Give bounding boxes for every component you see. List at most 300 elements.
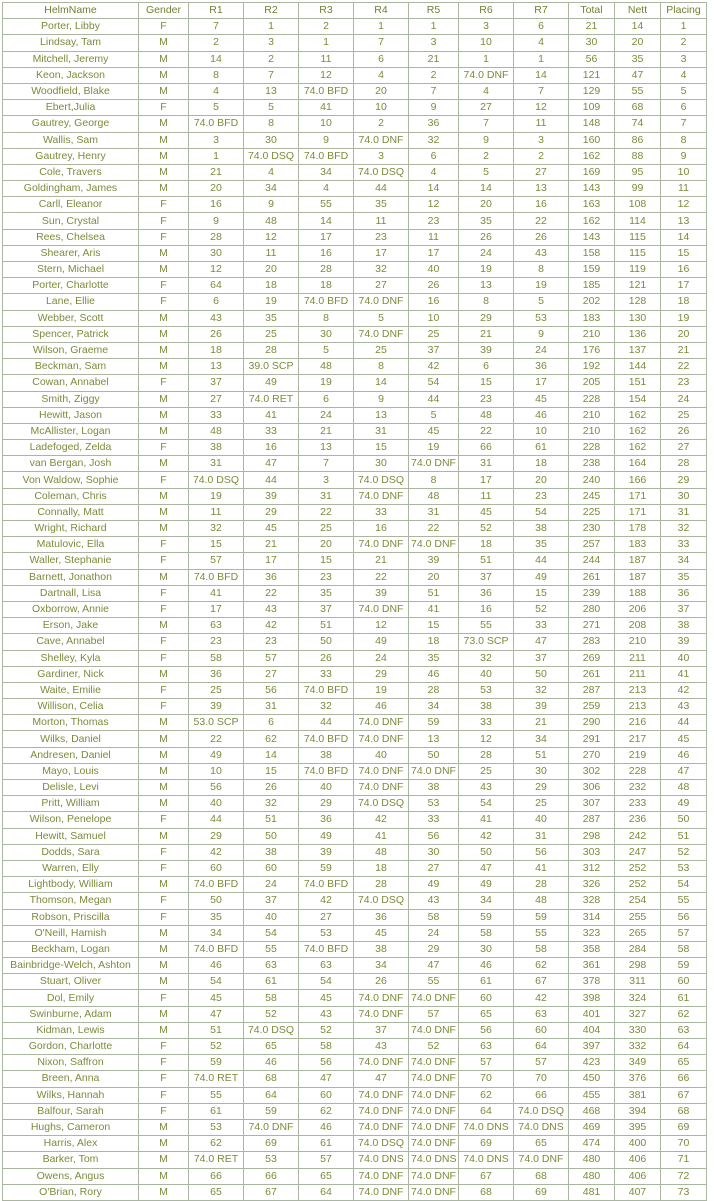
cell-r7: 34 <box>514 731 569 747</box>
cell-nett: 332 <box>615 1039 661 1055</box>
cell-gender: M <box>139 164 189 180</box>
cell-r2: 7 <box>244 67 299 83</box>
cell-r2: 52 <box>244 1006 299 1022</box>
cell-r2: 33 <box>244 423 299 439</box>
cell-r3: 40 <box>299 780 354 796</box>
cell-r5: 13 <box>409 731 459 747</box>
cell-total: 192 <box>569 359 615 375</box>
cell-r2: 35 <box>244 310 299 326</box>
cell-r1: 12 <box>189 262 244 278</box>
cell-r2: 6 <box>244 715 299 731</box>
cell-helm-name: Shelley, Kyla <box>3 650 139 666</box>
cell-r1: 25 <box>189 682 244 698</box>
cell-r2: 74.0 DNF <box>244 1119 299 1135</box>
cell-r5: 5 <box>409 407 459 423</box>
cell-r5: 20 <box>409 569 459 585</box>
cell-r6: 30 <box>459 941 514 957</box>
cell-r3: 13 <box>299 440 354 456</box>
cell-r4: 74.0 DNF <box>354 537 409 553</box>
cell-placing: 65 <box>661 1055 707 1071</box>
cell-r6: 54 <box>459 796 514 812</box>
cell-r6: 73.0 SCP <box>459 634 514 650</box>
cell-r7: 55 <box>514 925 569 941</box>
cell-nett: 171 <box>615 488 661 504</box>
cell-gender: M <box>139 763 189 779</box>
cell-r6: 64 <box>459 1103 514 1119</box>
cell-gender: M <box>139 1006 189 1022</box>
cell-r5: 4 <box>409 164 459 180</box>
cell-r5: 34 <box>409 699 459 715</box>
cell-helm-name: Erson, Jake <box>3 618 139 634</box>
cell-r5: 50 <box>409 747 459 763</box>
cell-r6: 10 <box>459 35 514 51</box>
cell-r5: 41 <box>409 601 459 617</box>
cell-placing: 5 <box>661 83 707 99</box>
table-row <box>3 1103 707 1119</box>
cell-r1: 59 <box>189 1055 244 1071</box>
cell-r7: 45 <box>514 391 569 407</box>
cell-r6: 65 <box>459 1006 514 1022</box>
cell-nett: 88 <box>615 148 661 164</box>
cell-r3: 58 <box>299 1039 354 1055</box>
cell-r1: 52 <box>189 1039 244 1055</box>
cell-r5: 74.0 DNS <box>409 1152 459 1168</box>
cell-r4: 31 <box>354 423 409 439</box>
cell-r5: 25 <box>409 326 459 342</box>
cell-nett: 171 <box>615 504 661 520</box>
cell-r4: 38 <box>354 941 409 957</box>
cell-placing: 24 <box>661 391 707 407</box>
cell-r5: 3 <box>409 35 459 51</box>
cell-r3: 74.0 BFD <box>299 941 354 957</box>
table-row <box>3 585 707 601</box>
cell-r1: 54 <box>189 974 244 990</box>
cell-r1: 33 <box>189 407 244 423</box>
cell-placing: 25 <box>661 407 707 423</box>
cell-gender: M <box>139 958 189 974</box>
cell-r7: 28 <box>514 877 569 893</box>
cell-gender: F <box>139 812 189 828</box>
cell-r4: 3 <box>354 148 409 164</box>
cell-r6: 48 <box>459 407 514 423</box>
cell-r4: 20 <box>354 83 409 99</box>
cell-nett: 128 <box>615 294 661 310</box>
cell-gender: M <box>139 35 189 51</box>
cell-r4: 19 <box>354 682 409 698</box>
cell-r1: 74.0 BFD <box>189 941 244 957</box>
table-row <box>3 731 707 747</box>
cell-r1: 74.0 BFD <box>189 569 244 585</box>
cell-r4: 74.0 DNF <box>354 1119 409 1135</box>
cell-r1: 46 <box>189 958 244 974</box>
cell-r6: 45 <box>459 504 514 520</box>
cell-r4: 74.0 DNF <box>354 1006 409 1022</box>
cell-total: 230 <box>569 521 615 537</box>
cell-helm-name: Dol, Emily <box>3 990 139 1006</box>
cell-r1: 53 <box>189 1119 244 1135</box>
column-header-r4: R4 <box>354 3 409 19</box>
cell-r6: 59 <box>459 909 514 925</box>
cell-nett: 115 <box>615 229 661 245</box>
cell-r4: 9 <box>354 391 409 407</box>
cell-nett: 400 <box>615 1136 661 1152</box>
cell-r3: 74.0 BFD <box>299 731 354 747</box>
cell-placing: 69 <box>661 1119 707 1135</box>
cell-r1: 29 <box>189 828 244 844</box>
cell-r3: 31 <box>299 488 354 504</box>
cell-r1: 20 <box>189 181 244 197</box>
cell-helm-name: Carll, Eleanor <box>3 197 139 213</box>
cell-total: 240 <box>569 472 615 488</box>
cell-helm-name: Keon, Jackson <box>3 67 139 83</box>
column-header-r6: R6 <box>459 3 514 19</box>
cell-r1: 14 <box>189 51 244 67</box>
table-row <box>3 618 707 634</box>
cell-r5: 53 <box>409 796 459 812</box>
cell-nett: 183 <box>615 537 661 553</box>
cell-r5: 10 <box>409 310 459 326</box>
cell-r4: 43 <box>354 1039 409 1055</box>
cell-placing: 43 <box>661 699 707 715</box>
cell-placing: 20 <box>661 326 707 342</box>
cell-gender: M <box>139 941 189 957</box>
results-table <box>2 2 707 1201</box>
cell-r1: 16 <box>189 197 244 213</box>
cell-placing: 66 <box>661 1071 707 1087</box>
cell-total: 326 <box>569 877 615 893</box>
cell-r3: 60 <box>299 1087 354 1103</box>
cell-r1: 22 <box>189 731 244 747</box>
cell-placing: 30 <box>661 488 707 504</box>
cell-placing: 46 <box>661 747 707 763</box>
table-row <box>3 1168 707 1184</box>
cell-r4: 39 <box>354 585 409 601</box>
cell-r3: 10 <box>299 116 354 132</box>
cell-r4: 11 <box>354 213 409 229</box>
cell-r1: 27 <box>189 391 244 407</box>
cell-r5: 19 <box>409 440 459 456</box>
cell-r3: 63 <box>299 958 354 974</box>
cell-r7: 3 <box>514 132 569 148</box>
cell-r5: 9 <box>409 100 459 116</box>
cell-helm-name: Wilson, Penelope <box>3 812 139 828</box>
cell-gender: F <box>139 100 189 116</box>
cell-gender: M <box>139 181 189 197</box>
cell-placing: 56 <box>661 909 707 925</box>
cell-r2: 40 <box>244 909 299 925</box>
cell-r7: 67 <box>514 974 569 990</box>
cell-r1: 58 <box>189 650 244 666</box>
cell-helm-name: Andresen, Daniel <box>3 747 139 763</box>
cell-nett: 187 <box>615 569 661 585</box>
cell-gender: M <box>139 1152 189 1168</box>
cell-r5: 74.0 DNF <box>409 1136 459 1152</box>
cell-placing: 27 <box>661 440 707 456</box>
cell-r2: 34 <box>244 181 299 197</box>
cell-nett: 395 <box>615 1119 661 1135</box>
cell-r7: 41 <box>514 860 569 876</box>
cell-r2: 11 <box>244 245 299 261</box>
cell-r5: 74.0 DNF <box>409 456 459 472</box>
cell-r5: 18 <box>409 634 459 650</box>
cell-r2: 49 <box>244 375 299 391</box>
cell-placing: 50 <box>661 812 707 828</box>
cell-r7: 18 <box>514 456 569 472</box>
cell-r6: 49 <box>459 877 514 893</box>
cell-helm-name: Dodds, Sara <box>3 844 139 860</box>
cell-r7: 10 <box>514 423 569 439</box>
cell-r5: 29 <box>409 941 459 957</box>
cell-helm-name: Dartnall, Lisa <box>3 585 139 601</box>
cell-total: 328 <box>569 893 615 909</box>
cell-helm-name: Morton, Thomas <box>3 715 139 731</box>
cell-r4: 29 <box>354 666 409 682</box>
cell-r3: 74.0 BFD <box>299 682 354 698</box>
column-header-helm-name: HelmName <box>3 3 139 19</box>
cell-helm-name: Stuart, Oliver <box>3 974 139 990</box>
table-row <box>3 407 707 423</box>
cell-gender: F <box>139 860 189 876</box>
cell-total: 162 <box>569 213 615 229</box>
cell-r7: 23 <box>514 488 569 504</box>
cell-r3: 8 <box>299 310 354 326</box>
cell-placing: 13 <box>661 213 707 229</box>
cell-r7: 8 <box>514 262 569 278</box>
cell-r6: 56 <box>459 1022 514 1038</box>
cell-gender: F <box>139 375 189 391</box>
cell-r7: 42 <box>514 990 569 1006</box>
cell-r7: 62 <box>514 958 569 974</box>
cell-r4: 74.0 DNF <box>354 1055 409 1071</box>
cell-r7: 27 <box>514 164 569 180</box>
cell-r2: 12 <box>244 229 299 245</box>
cell-placing: 51 <box>661 828 707 844</box>
cell-r3: 15 <box>299 553 354 569</box>
cell-r2: 16 <box>244 440 299 456</box>
table-body <box>3 19 707 1201</box>
cell-r4: 35 <box>354 197 409 213</box>
cell-r6: 25 <box>459 763 514 779</box>
cell-r3: 11 <box>299 51 354 67</box>
cell-r4: 45 <box>354 925 409 941</box>
cell-r6: 19 <box>459 262 514 278</box>
column-header-r3: R3 <box>299 3 354 19</box>
cell-r2: 39.0 SCP <box>244 359 299 375</box>
cell-placing: 26 <box>661 423 707 439</box>
cell-r7: 12 <box>514 100 569 116</box>
cell-helm-name: Lightbody, William <box>3 877 139 893</box>
cell-r2: 9 <box>244 197 299 213</box>
cell-r2: 50 <box>244 828 299 844</box>
cell-nett: 211 <box>615 666 661 682</box>
cell-r5: 58 <box>409 909 459 925</box>
cell-r3: 48 <box>299 359 354 375</box>
column-header-nett: Nett <box>615 3 661 19</box>
cell-placing: 3 <box>661 51 707 67</box>
cell-total: 480 <box>569 1152 615 1168</box>
cell-helm-name: Ladefoged, Zelda <box>3 440 139 456</box>
table-row <box>3 974 707 990</box>
cell-r2: 42 <box>244 618 299 634</box>
cell-total: 323 <box>569 925 615 941</box>
cell-helm-name: Gardiner, Nick <box>3 666 139 682</box>
cell-placing: 34 <box>661 553 707 569</box>
table-row <box>3 958 707 974</box>
cell-nett: 265 <box>615 925 661 941</box>
cell-helm-name: Robson, Priscilla <box>3 909 139 925</box>
cell-r7: 47 <box>514 634 569 650</box>
cell-r4: 13 <box>354 407 409 423</box>
cell-r4: 74.0 DSQ <box>354 164 409 180</box>
cell-helm-name: Wilks, Daniel <box>3 731 139 747</box>
table-row <box>3 391 707 407</box>
cell-nett: 213 <box>615 699 661 715</box>
cell-gender: F <box>139 1039 189 1055</box>
cell-r4: 74.0 DNF <box>354 1103 409 1119</box>
cell-r3: 3 <box>299 472 354 488</box>
table-row <box>3 666 707 682</box>
cell-placing: 37 <box>661 601 707 617</box>
cell-placing: 42 <box>661 682 707 698</box>
table-row <box>3 181 707 197</box>
cell-r2: 37 <box>244 893 299 909</box>
table-row <box>3 553 707 569</box>
cell-helm-name: Gordon, Charlotte <box>3 1039 139 1055</box>
cell-helm-name: Willison, Celia <box>3 699 139 715</box>
cell-gender: M <box>139 132 189 148</box>
cell-helm-name: Wilks, Hannah <box>3 1087 139 1103</box>
cell-helm-name: Waite, Emilie <box>3 682 139 698</box>
cell-gender: F <box>139 537 189 553</box>
cell-r7: 52 <box>514 601 569 617</box>
cell-helm-name: Wright, Richard <box>3 521 139 537</box>
cell-r4: 74.0 DNF <box>354 294 409 310</box>
cell-r6: 26 <box>459 229 514 245</box>
cell-total: 239 <box>569 585 615 601</box>
cell-helm-name: Sun, Crystal <box>3 213 139 229</box>
cell-r7: 9 <box>514 326 569 342</box>
table-row <box>3 375 707 391</box>
cell-r1: 61 <box>189 1103 244 1119</box>
cell-total: 269 <box>569 650 615 666</box>
cell-r4: 74.0 DSQ <box>354 1136 409 1152</box>
cell-r4: 21 <box>354 553 409 569</box>
table-row <box>3 19 707 35</box>
cell-r2: 38 <box>244 844 299 860</box>
cell-r2: 58 <box>244 990 299 1006</box>
table-row <box>3 909 707 925</box>
cell-gender: F <box>139 893 189 909</box>
cell-r2: 25 <box>244 326 299 342</box>
table-row <box>3 488 707 504</box>
cell-r5: 74.0 DNF <box>409 1119 459 1135</box>
cell-total: 307 <box>569 796 615 812</box>
cell-nett: 213 <box>615 682 661 698</box>
cell-r5: 8 <box>409 472 459 488</box>
cell-r4: 74.0 DSQ <box>354 893 409 909</box>
cell-r1: 37 <box>189 375 244 391</box>
cell-r6: 55 <box>459 618 514 634</box>
table-row <box>3 747 707 763</box>
cell-r4: 74.0 DNF <box>354 1184 409 1200</box>
cell-r6: 61 <box>459 974 514 990</box>
cell-nett: 311 <box>615 974 661 990</box>
cell-r7: 63 <box>514 1006 569 1022</box>
cell-r1: 62 <box>189 1136 244 1152</box>
cell-gender: M <box>139 1168 189 1184</box>
cell-total: 257 <box>569 537 615 553</box>
cell-nett: 99 <box>615 181 661 197</box>
table-row <box>3 990 707 1006</box>
cell-r6: 12 <box>459 731 514 747</box>
table-row <box>3 116 707 132</box>
cell-r4: 26 <box>354 974 409 990</box>
cell-total: 280 <box>569 601 615 617</box>
cell-total: 210 <box>569 423 615 439</box>
cell-gender: M <box>139 504 189 520</box>
cell-total: 401 <box>569 1006 615 1022</box>
table-row <box>3 148 707 164</box>
cell-nett: 210 <box>615 634 661 650</box>
cell-total: 474 <box>569 1136 615 1152</box>
cell-gender: M <box>139 1184 189 1200</box>
cell-r3: 20 <box>299 537 354 553</box>
header-row <box>3 3 707 19</box>
cell-helm-name: van Bergan, Josh <box>3 456 139 472</box>
cell-r6: 33 <box>459 715 514 731</box>
cell-total: 480 <box>569 1168 615 1184</box>
cell-placing: 67 <box>661 1087 707 1103</box>
table-row <box>3 294 707 310</box>
cell-placing: 14 <box>661 229 707 245</box>
cell-r6: 16 <box>459 601 514 617</box>
cell-r7: 37 <box>514 650 569 666</box>
column-header-r2: R2 <box>244 3 299 19</box>
cell-r2: 59 <box>244 1103 299 1119</box>
cell-r1: 65 <box>189 1184 244 1200</box>
cell-nett: 121 <box>615 278 661 294</box>
cell-r4: 44 <box>354 181 409 197</box>
cell-total: 261 <box>569 666 615 682</box>
cell-r3: 54 <box>299 974 354 990</box>
cell-gender: F <box>139 229 189 245</box>
cell-placing: 60 <box>661 974 707 990</box>
cell-gender: F <box>139 650 189 666</box>
cell-r4: 74.0 DNF <box>354 780 409 796</box>
cell-r7: 26 <box>514 229 569 245</box>
cell-total: 306 <box>569 780 615 796</box>
cell-r7: 49 <box>514 569 569 585</box>
cell-r6: 74.0 DNS <box>459 1152 514 1168</box>
cell-r2: 61 <box>244 974 299 990</box>
cell-gender: F <box>139 1071 189 1087</box>
cell-helm-name: Mitchell, Jeremy <box>3 51 139 67</box>
cell-placing: 45 <box>661 731 707 747</box>
cell-nett: 327 <box>615 1006 661 1022</box>
cell-nett: 35 <box>615 51 661 67</box>
cell-r2: 5 <box>244 100 299 116</box>
cell-r5: 74.0 DNF <box>409 1103 459 1119</box>
cell-gender: M <box>139 747 189 763</box>
cell-r3: 30 <box>299 326 354 342</box>
cell-placing: 58 <box>661 941 707 957</box>
cell-r5: 74.0 DNF <box>409 1168 459 1184</box>
cell-nett: 233 <box>615 796 661 812</box>
cell-r4: 32 <box>354 262 409 278</box>
table-row <box>3 278 707 294</box>
cell-total: 143 <box>569 181 615 197</box>
cell-r5: 35 <box>409 650 459 666</box>
